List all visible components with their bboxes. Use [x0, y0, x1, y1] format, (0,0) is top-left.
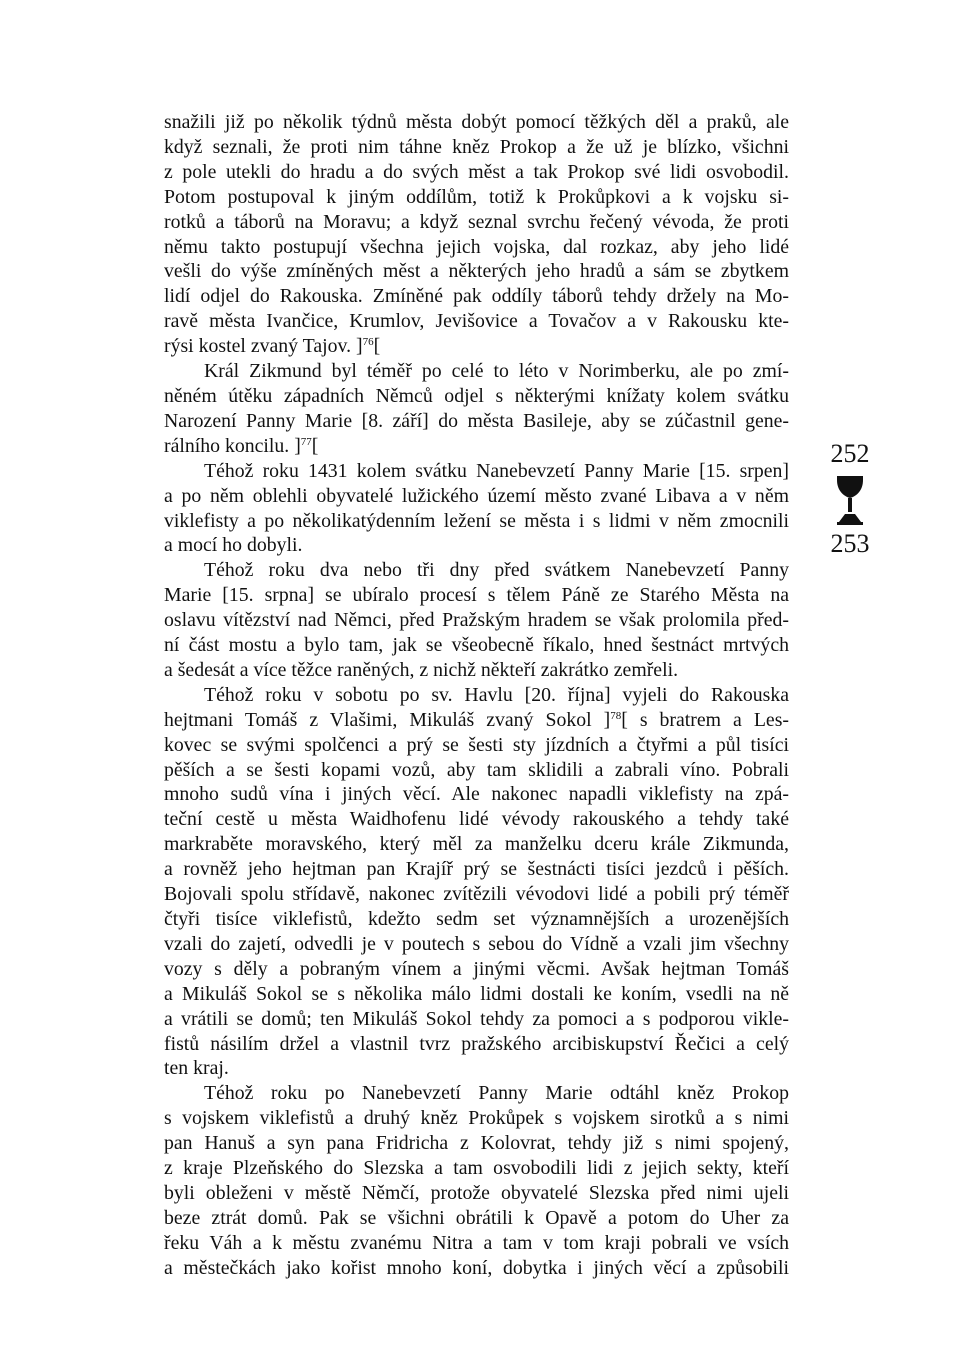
text-line-body: rálního koncilu. ]	[164, 434, 301, 457]
text-line	[164, 708, 789, 733]
text-line: Téhož roku po Nanebevzetí Panny Marie odtáhl kněz Prokop	[204, 1082, 789, 1105]
text-line: ní část mostu a bylo tam, jak se všeobecně říkalo, hned šestnáct mrtvých	[164, 634, 789, 657]
text-line: byli obleženi v městě Němčí, protože obyvatelé Slezska před nimi ujeli	[164, 1181, 789, 1204]
text-line: Marie [15. srpna] se ubíralo procesí s tělem Páně ze Starého Města na	[164, 584, 789, 607]
text-line: Potom postupoval k jiným oddílům, totiž k Prokůpkovi a k vojsku si-	[164, 185, 789, 208]
text-line: Narození Panny Marie [8. září] do města Basileje, aby se zúčastnil gene-	[164, 409, 789, 432]
text-line: němu takto postupují všechna jejich vojska, dal rozkaz, aby jeho lidé	[164, 235, 789, 258]
text-line: fistů násilím držel a vlastnil tvrz pražského arcibiskupství Řečici a celý	[164, 1032, 789, 1055]
text-line: Téhož roku 1431 kolem svátku Nanebevzetí Panny Marie [15. srpen]	[204, 459, 789, 482]
text-line: a městečkách jako kořist mnoho koní, dobytka i jiných věcí a způsobili	[164, 1256, 789, 1279]
text-line: viklefisty a po několikatýdenním ležení se města i s lidmi v něm zmocnili	[164, 509, 789, 532]
text-line: rotků a táborů na Moravu; a když seznal svrchu řečený vévoda, že proti	[164, 210, 789, 233]
text-line: a rovněž jeho hejtman pan Krajíř prý se šestnácti tisíci jezdců i pěších.	[164, 858, 789, 881]
text-line: mnoho sudů vína i jiných věcí. Ale nakonec napadli viklefisty na zpá-	[164, 783, 789, 806]
text-line: Téhož roku v sobotu po sv. Havlu [20. října] vyjeli do Rakouska	[204, 683, 789, 706]
text-line: a mocí ho dobyli.	[164, 534, 303, 557]
footnote-tail: [ s bratrem a Les-	[621, 708, 789, 731]
text-line: ten kraj.	[164, 1057, 229, 1080]
chalice-icon	[835, 474, 865, 526]
text-line: vešli do výše zmíněných měst a některých jeho hradů a sám se zbytkem	[164, 260, 789, 283]
text-line: čtyři tisíce viklefistů, kdežto sedm set významnějších a urozenějších	[164, 908, 789, 930]
footnote-marker: 77	[300, 435, 312, 448]
text-line: Král Zikmund byl téměř po celé to léto v Norimberku, ale po zmí-	[204, 360, 789, 383]
text-line: něném útěku západních Němců odjel s některými knížaty kolem svátku	[164, 384, 789, 407]
text-line: a po něm oblehli obyvatelé lužického území město zvané Libava a v něm	[164, 484, 789, 507]
margin-page-number-left: 252	[830, 439, 870, 468]
text-line: z pole utekli do hradu a do svých měst a tak Prokop své lidi osvobodil.	[164, 160, 789, 183]
text-line: a šedesát a více těžce raněných, z nichž někteří zakrátko zemřeli.	[164, 658, 679, 681]
text-line: teční cestě u města Waidhofenu lidé vévody rakouského a tehdy také	[164, 808, 789, 831]
text-line: lidí odjel do Rakouska. Zmíněné pak oddíly táborů tehdy držely na Mo-	[164, 285, 789, 308]
text-line: kovec se svými spolčenci a prý se šesti sty jízdních a čtyřmi a půl tisíci	[164, 733, 789, 756]
text-line: řeku Váh a k městu zvanému Nitra a tam v tom kraji pobrali ve vsích	[164, 1231, 789, 1254]
text-line: vzali do zajetí, odvedli je v poutech s sebou do Vídně a vzali jim všechny	[164, 932, 789, 955]
text-line: snažili již po několik týdnů města dobýt pomocí těžkých děl a praků, ale	[164, 111, 789, 133]
main-text-block	[164, 110, 789, 1281]
text-line: markraběte moravského, který měl za manželku dceru krále Zikmunda,	[164, 833, 789, 856]
footnote-tail: [	[311, 434, 319, 457]
text-line: ravě města Ivančice, Krumlov, Jevišovice a Tovačov a v Rakousku kte-	[164, 310, 789, 333]
text-line-body: hejtmani Tomáš z Vlašimi, Mikuláš zvaný Sokol ]	[164, 708, 611, 731]
text-line: Bojovali spolu střídavě, nakonec zvítězili vévodovi lidé a pobili prý téměř	[164, 883, 789, 906]
text-line	[164, 434, 789, 459]
margin-page-reference	[810, 440, 890, 558]
text-line: beze ztrát domů. Pak se všichni obrátili k Opavě a potom do Uher za	[164, 1206, 789, 1229]
text-line: s vojskem viklefistů a druhý kněz Prokůpek s vojskem sirotků a s nimi	[164, 1107, 789, 1130]
text-line: z kraje Plzeňského do Slezska a tam osvobodili lidi z jejich sekty, kteří	[164, 1157, 789, 1180]
footnote-marker: 78	[610, 709, 622, 722]
margin-page-number-right: 253	[830, 529, 870, 558]
text-line	[164, 334, 789, 359]
text-line: a Mikuláš Sokol se s několika málo lidmi dostali ke koním, vsedli na ně	[164, 982, 789, 1005]
text-line: Téhož roku dva nebo tři dny před svátkem Nanebevzetí Panny	[204, 559, 789, 582]
text-line: když seznali, že proti nim táhne kněz Prokop a že už je blízko, všichni	[164, 135, 789, 158]
text-line: vozy s děly a pobraným vínem a jinými věcmi. Avšak hejtman Tomáš	[164, 957, 789, 980]
text-line: pěších a se šesti kopami vozů, aby tam sklidili a zabrali víno. Pobrali	[164, 758, 789, 781]
text-line: pan Hanuš a syn pana Fridricha z Kolovrat, tehdy již s nimi spojený,	[164, 1132, 789, 1155]
text-line-body: rýsi kostel zvaný Tajov. ]	[164, 335, 363, 358]
footnote-marker: 76	[362, 336, 374, 349]
text-line: oslavu vítězství nad Němci, před Pražským hradem se však prolomila před-	[164, 609, 789, 632]
footnote-tail: [	[373, 335, 381, 358]
text-line: a vrátili se domů; ten Mikuláš Sokol tehdy za pomoci a s podporou vikle-	[164, 1007, 789, 1030]
